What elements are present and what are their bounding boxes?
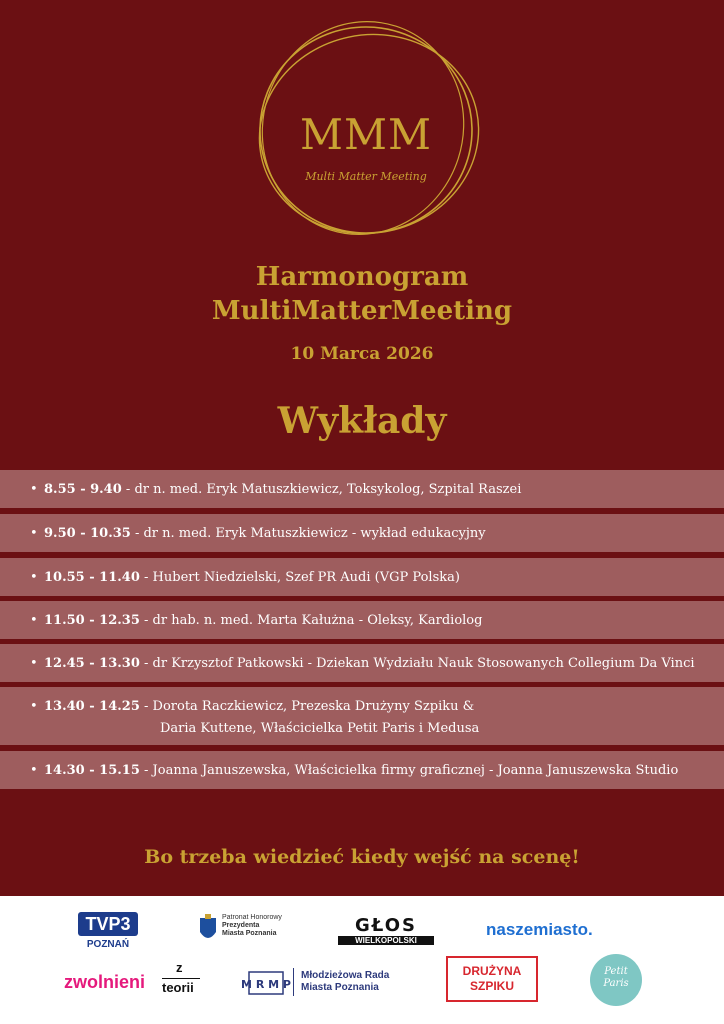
zwolnieni-teorii: teorii — [162, 980, 194, 995]
section-heading: Wykłady — [277, 400, 447, 442]
zwolnieni-z: z — [176, 960, 183, 975]
schedule-speaker: - dr hab. n. med. Marta Kałużna - Oleksy, Kardiolog — [139, 613, 483, 628]
tvp3-logo — [78, 912, 138, 950]
schedule-speaker: - Dorota Raczkiewicz, Prezeska Drużyny Szpiku & — [139, 699, 475, 714]
zwolnieni-z-teorii-logo — [64, 960, 214, 1000]
mmm-logo — [248, 18, 484, 248]
poznan-crest-icon — [198, 914, 218, 944]
schedule-speaker: - Hubert Niedzielski, Szef PR Audi (VGP Polska) — [139, 570, 460, 585]
schedule-speaker: - dr n. med. Eryk Matuszkiewicz, Toksykolog, Szpital Raszei — [121, 482, 522, 497]
mrmp-logo — [241, 966, 395, 1000]
schedule-time: 9.50 - 10.35 — [44, 526, 131, 541]
patronat-line-3: Miasta Poznania — [222, 930, 277, 937]
schedule-row: • 9.50 - 10.35 - dr n. med. Eryk Matuszkiewicz - wykład edukacyjny — [0, 514, 724, 552]
schedule-time: 11.50 - 12.35 — [44, 613, 140, 628]
patronat-line-1: Patronat Honorowy — [222, 914, 282, 921]
title-line-1: Harmonogram — [255, 262, 469, 292]
schedule-row: • 12.45 - 13.30 - dr Krzysztof Patkowski - Dziekan Wydziału Nauk Stosowanych Collegium Da Vinci — [0, 644, 724, 682]
druzyna-line-1: DRUŻYNA — [462, 964, 522, 978]
schedule-time: 8.55 - 9.40 — [44, 482, 122, 497]
schedule-speaker-2: Daria Kuttene, Właścicielka Petit Paris i Medusa — [160, 721, 480, 736]
schedule-time: 12.45 - 13.30 — [44, 656, 140, 671]
druzyna-line-2: SZPIKU — [469, 979, 514, 993]
petit-paris-logo — [590, 954, 642, 1006]
schedule-speaker: - dr Krzysztof Patkowski - Dziekan Wydziału Nauk Stosowanych Collegium Da Vinci — [139, 656, 695, 671]
petit-line-1: Petit — [604, 966, 628, 977]
sponsors-footer — [0, 896, 724, 1024]
zwolnieni-word: zwolnieni — [64, 972, 145, 992]
logo-initials: MMM — [299, 110, 432, 159]
schedule-row: • 14.30 - 15.15 - Joanna Januszewska, Właścicielka firmy graficznej - Joanna Januszewska Studio — [0, 751, 724, 789]
petit-line-2: Paris — [603, 978, 629, 989]
glos-line-2: WIELKOPOLSKI — [338, 936, 434, 945]
tagline: Bo trzeba wiedzieć kiedy wejść na scenę! — [144, 846, 580, 868]
glos-line-1: GŁOS — [355, 915, 417, 936]
mrmp-line-1: Młodzieżowa Rada — [301, 970, 390, 981]
schedule-row: • 11.50 - 12.35 - dr hab. n. med. Marta Kałużna - Oleksy, Kardiolog — [0, 601, 724, 639]
naszemiasto-logo: naszemiasto. — [486, 920, 593, 939]
schedule-row: • 13.40 - 14.25 - Dorota Raczkiewicz, Prezeska Drużyny Szpiku & Daria Kuttene, Właścicielka Petit Paris i Medusa — [0, 687, 724, 745]
logo-subtitle: Multi Matter Meeting — [305, 170, 427, 183]
tvp3-mark: TVP3 — [78, 912, 138, 936]
schedule-time: 13.40 - 14.25 — [44, 699, 140, 714]
tvp3-city: POZNAŃ — [86, 939, 130, 950]
patronat-line-2: Prezydenta — [222, 922, 260, 929]
glos-wielkopolski-logo — [338, 915, 434, 945]
schedule-speaker: - Joanna Januszewska, Właścicielka firmy graficznej - Joanna Januszewska Studio — [139, 763, 679, 778]
schedule-speaker: - dr n. med. Eryk Matuszkiewicz - wykład edukacyjny — [130, 526, 486, 541]
schedule-row: • 10.55 - 11.40 - Hubert Niedzielski, Szef PR Audi (VGP Polska) — [0, 558, 724, 596]
schedule-time: 14.30 - 15.15 — [44, 763, 140, 778]
title-line-2: MultiMatterMeeting — [211, 296, 513, 326]
patronat-logo — [198, 910, 298, 950]
schedule-row: • 8.55 - 9.40 - dr n. med. Eryk Matuszkiewicz, Toksykolog, Szpital Raszei — [0, 470, 724, 508]
event-date: 10 Marca 2026 — [290, 344, 434, 364]
mrmp-line-2: Miasta Poznania — [301, 982, 379, 993]
schedule-time: 10.55 - 11.40 — [44, 570, 140, 585]
druzyna-szpiku-logo — [446, 956, 538, 1002]
svg-text:M R M P: M R M P — [241, 978, 291, 991]
mrmp-emblem-icon — [241, 968, 291, 998]
